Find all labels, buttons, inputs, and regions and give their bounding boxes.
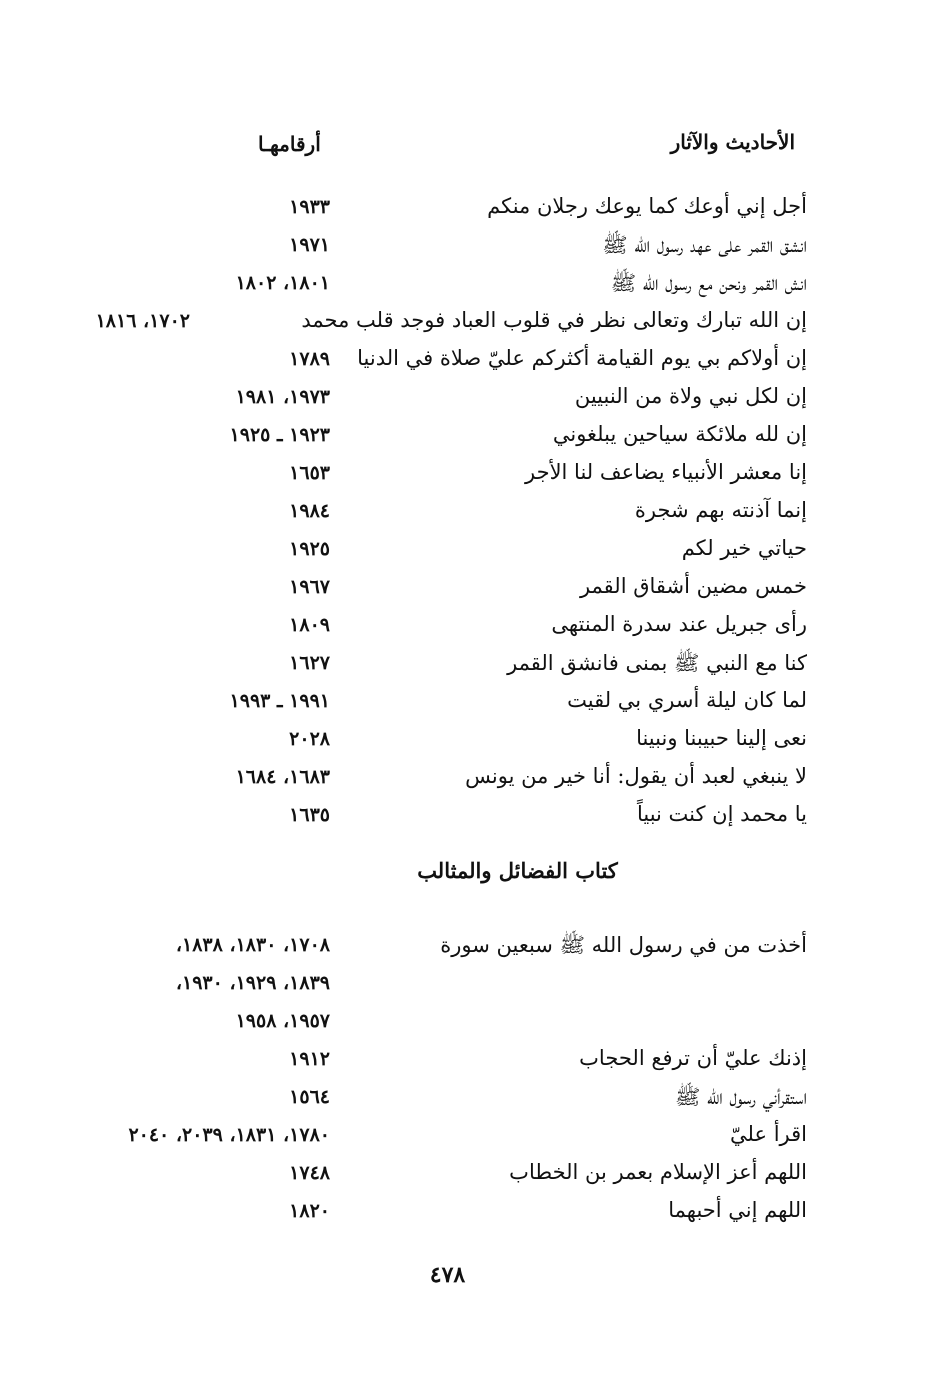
hadith-numbers: ١٩٩١ ـ ١٩٩٣ <box>229 690 330 712</box>
hadith-numbers: ١٧٨٩ <box>289 348 330 370</box>
column-header-hadith: الأحاديث والآثار <box>670 130 795 154</box>
hadith-text: إنا معشر الأنبياء يضاعف لنا الأجر <box>525 460 807 484</box>
index-row <box>0 608 935 646</box>
hadith-numbers: ١٦٨٣، ١٦٨٤ <box>235 766 330 788</box>
index-row <box>0 228 935 266</box>
hadith-index-list <box>0 190 935 836</box>
hadith-numbers: ٢٠٢٨ <box>289 728 330 750</box>
index-row <box>0 1156 935 1194</box>
hadith-numbers: ١٧٠٨، ١٨٣٠، ١٨٣٨، <box>175 934 330 956</box>
hadith-numbers: ١٨٣٩، ١٩٢٩، ١٩٣٠، <box>175 972 330 994</box>
index-row <box>0 722 935 760</box>
index-row <box>0 1118 935 1156</box>
index-row <box>0 646 935 684</box>
hadith-numbers: ١٨٠٩ <box>289 614 330 636</box>
hadith-numbers: ١٩٧١ <box>289 234 330 256</box>
hadith-text: اللهم أعز الإسلام بعمر بن الخطاب <box>509 1160 807 1184</box>
hadith-numbers: ١٨٠١، ١٨٠٢ <box>235 272 330 294</box>
hadith-numbers: ١٩٢٣ ـ ١٩٢٥ <box>229 424 330 446</box>
index-row <box>0 304 935 342</box>
column-header-numbers: أرقامهـا <box>258 132 321 156</box>
hadith-numbers: ١٩٧٣، ١٩٨١ <box>235 386 330 408</box>
index-row <box>0 418 935 456</box>
hadith-text: أجل إني أوعك كما يوعك رجلان منكم <box>487 194 807 218</box>
hadith-text: إن أولاكم بي يوم القيامة أكثركم عليّ صلاة في الدنيا <box>357 346 807 370</box>
hadith-text: انشق القمر على عهد رسول الله ﷺ <box>602 233 807 257</box>
hadith-numbers: ١٧٠٢، ١٨١٦ <box>95 310 190 332</box>
index-row <box>0 1080 935 1118</box>
hadith-numbers: ١٩٢٥ <box>289 538 330 560</box>
page-number: ٤٧٨ <box>429 1262 466 1288</box>
hadith-text: أخذت من في رسول الله ﷺ سبعين سورة <box>440 933 807 957</box>
index-row <box>0 966 935 1004</box>
hadith-text: لا ينبغي لعبد أن يقول: أنا خير من يونس <box>465 764 807 788</box>
index-row <box>0 266 935 304</box>
hadith-numbers: ١٩١٢ <box>289 1048 330 1070</box>
hadith-text: نعى إلينا حبيبنا ونبينا <box>636 726 807 750</box>
index-row <box>0 928 935 966</box>
hadith-text: إذنك عليّ أن ترفع الحجاب <box>579 1046 807 1070</box>
hadith-text: لما كان ليلة أسري بي لقيت <box>567 688 807 712</box>
index-row <box>0 532 935 570</box>
index-row <box>0 684 935 722</box>
hadith-numbers: ١٩٦٧ <box>289 576 330 598</box>
hadith-text: إن لكل نبي ولاة من النبيين <box>574 384 807 408</box>
index-row <box>0 1004 935 1042</box>
hadith-numbers: ١٥٦٤ <box>289 1086 330 1108</box>
hadith-text: خمس مضين أشقاق القمر <box>579 574 807 598</box>
hadith-numbers: ١٧٤٨ <box>289 1162 330 1184</box>
hadith-text: استقرأني رسول الله ﷺ <box>674 1085 807 1109</box>
hadith-text: رأى جبريل عند سدرة المنتهى <box>551 612 807 636</box>
index-row <box>0 380 935 418</box>
index-row <box>0 1194 935 1232</box>
index-row <box>0 190 935 228</box>
section-title: كتاب الفضائل والمثالب <box>417 858 618 883</box>
hadith-numbers: ١٧٨٠، ١٨٣١، ٢٠٣٩، ٢٠٤٠ <box>128 1124 330 1146</box>
hadith-text: انش القمر ونحن مع رسول الله ﷺ <box>610 271 807 295</box>
hadith-text: إنما آذنته بهم شجرة <box>634 498 807 522</box>
hadith-numbers: ١٦٥٣ <box>289 462 330 484</box>
hadith-numbers: ١٨٢٠ <box>289 1200 330 1222</box>
hadith-numbers: ١٦٢٧ <box>289 652 330 674</box>
index-row <box>0 456 935 494</box>
hadith-text: حياتي خير لكم <box>681 536 807 560</box>
hadith-text: اقرأ عليّ <box>730 1122 807 1146</box>
index-row <box>0 570 935 608</box>
hadith-numbers: ١٩٥٧، ١٩٥٨ <box>235 1010 330 1032</box>
virtues-index-list <box>0 928 935 1232</box>
index-row <box>0 342 935 380</box>
hadith-numbers: ١٩٣٣ <box>289 196 330 218</box>
hadith-numbers: ١٦٣٥ <box>289 804 330 826</box>
index-row <box>0 1042 935 1080</box>
hadith-text: إن الله تبارك وتعالى نظر في قلوب العباد فوجد قلب محمد <box>301 308 807 332</box>
index-row <box>0 760 935 798</box>
index-row <box>0 494 935 532</box>
hadith-text: اللهم إني أحبهما <box>668 1198 807 1222</box>
hadith-numbers: ١٩٨٤ <box>289 500 330 522</box>
hadith-text: إن لله ملائكة سياحين يبلغوني <box>552 422 807 446</box>
hadith-text: كنا مع النبي ﷺ بمنى فانشق القمر <box>507 651 807 675</box>
index-row <box>0 798 935 836</box>
hadith-text: يا محمد إن كنت نبياً <box>636 802 807 826</box>
